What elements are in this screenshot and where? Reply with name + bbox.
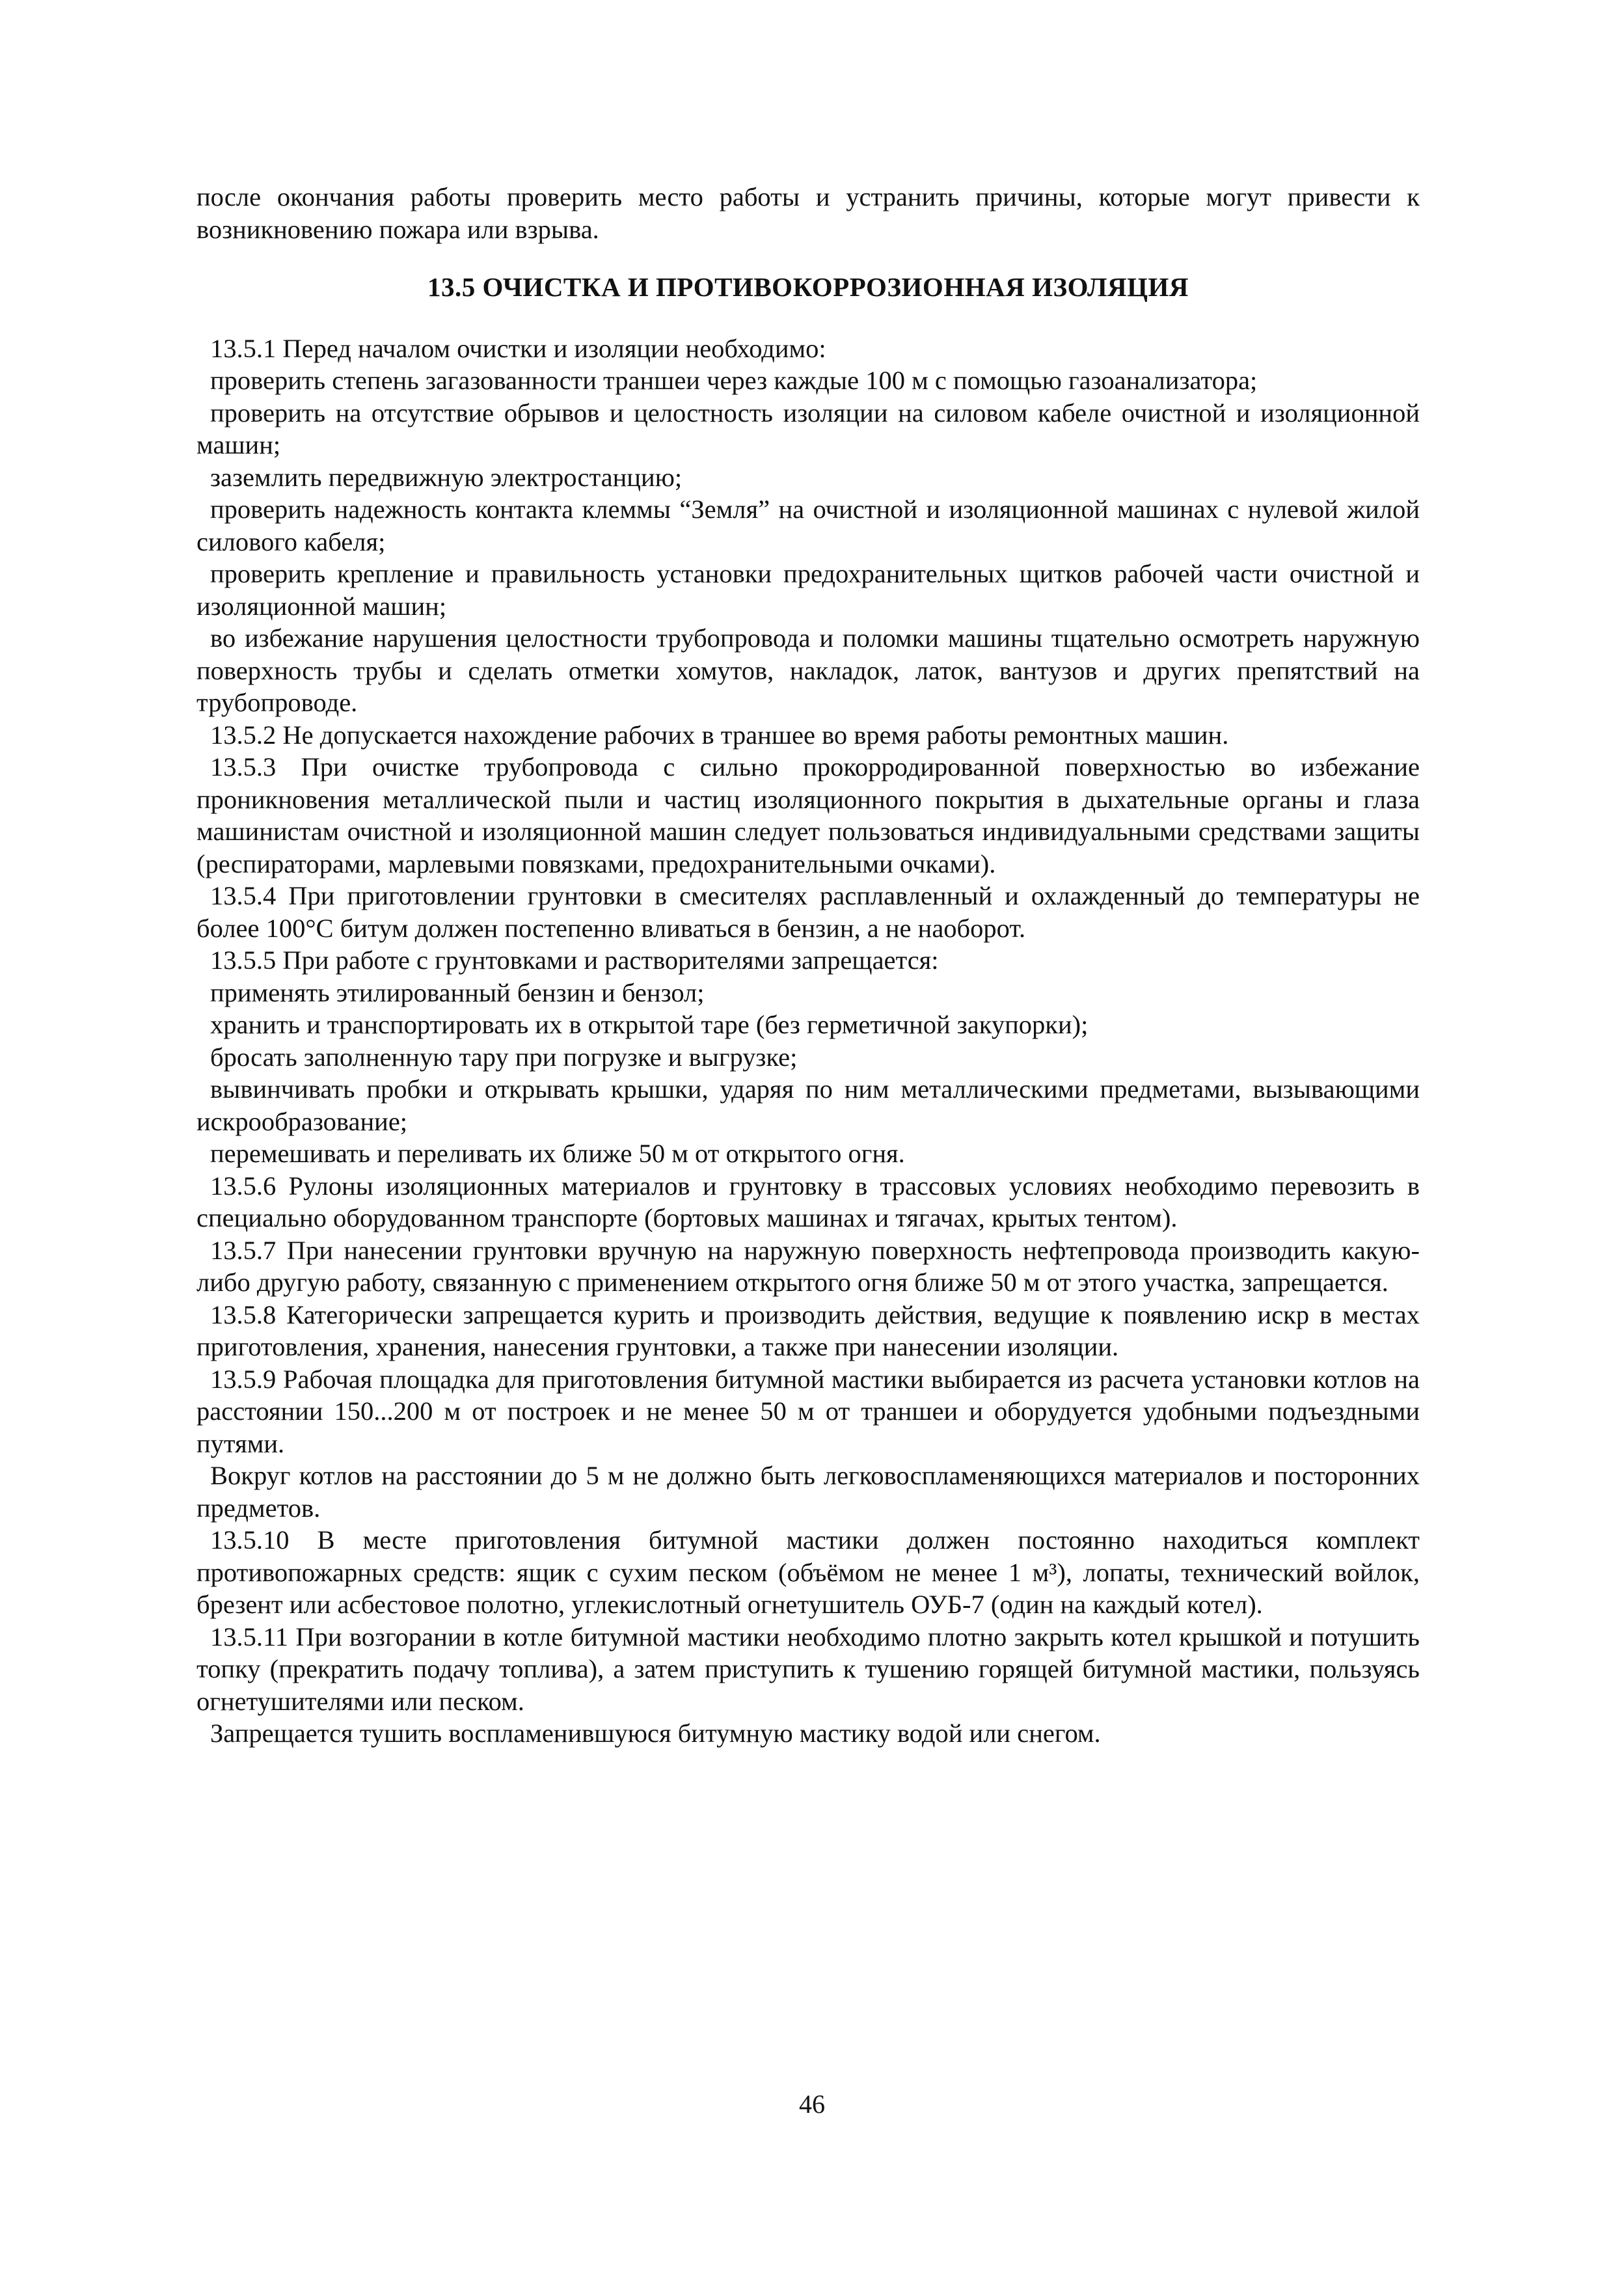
- list-item: бросать заполненную тару при погрузке и выгрузке;: [210, 1042, 798, 1072]
- paragraph-13-5-7: 13.5.7 При нанесении грунтовки вручную на наружную поверхность нефтепровода производить какую-либо другую работу, связанную с применением открытого огня ближе 50 м от этого участка, запрещается.: [196, 1235, 1420, 1297]
- list-item: проверить крепление и правильность установки предохранительных щитков рабочей части очистной и изоляционной машин;: [196, 559, 1420, 621]
- list-item: хранить и транспортировать их в открытой таре (без герметичной закупорки);: [210, 1010, 1089, 1039]
- paragraph-13-5-9: 13.5.9 Рабочая площадка для приготовления битумной мастики выбирается из расчета установки котлов на расстоянии 150...200 м от построек и не менее 50 м от траншеи и оборудуется удобными подъездными путями.: [196, 1364, 1420, 1458]
- paragraph-13-5-3: 13.5.3 При очистке трубопровода с сильно прокорродированной поверхностью во избежание проникновения металлической пыли и частиц изоляционного покрытия в дыхательные органы и глаза машинистам очистной и изоляционной машин следует пользоваться индивидуальными средствами защиты (респираторами, марлевыми повязками, предохранительными очками).: [196, 752, 1420, 878]
- paragraph-13-5-11: 13.5.11 При возгорании в котле битумной мастики необходимо плотно закрыть котел крышкой и потушить топку (прекратить подачу топлива), а затем приступить к тушению горящей битумной мастики, пользуясь огнетушителями или песком.: [196, 1622, 1420, 1716]
- paragraph-13-5-4: 13.5.4 При приготовлении грунтовки в смесителях расплавленный и охлажденный до температуры не более 100°С битум должен постепенно вливаться в бензин, а не наоборот.: [196, 881, 1420, 943]
- list-item: заземлить передвижную электростанцию;: [210, 462, 683, 492]
- paragraph-13-5-8: 13.5.8 Категорически запрещается курить и производить действия, ведущие к появлению искр в местах приготовления, хранения, нанесения грунтовки, а также при нанесении изоляции.: [196, 1299, 1420, 1361]
- page-body: [196, 181, 1420, 1750]
- paragraph-13-5-5: 13.5.5 При работе с грунтовками и растворителями запрещается:: [210, 945, 939, 975]
- paragraph-13-5-2: 13.5.2 Не допускается нахождение рабочих в траншее во время работы ремонтных машин.: [210, 720, 1229, 750]
- page-number: 46: [799, 2089, 825, 2119]
- paragraph-13-5-10: 13.5.10 В месте приготовления битумной мастики должен постоянно находиться комплект противопожарных средств: ящик с сухим песком (объёмом не менее 1 м³), лопаты, технический войлок, брезент или асбестовое полотно, углекислотный огнетушитель ОУБ-7 (один на каждый котел).: [196, 1525, 1420, 1619]
- list-item: проверить надежность контакта клеммы “Земля” на очистной и изоляционной машинах с нулевой жилой силового кабеля;: [196, 495, 1420, 556]
- list-item: проверить степень загазованности траншеи через каждые 100 м с помощью газоанализатора;: [210, 366, 1258, 395]
- paragraph-13-5-9-note: Вокруг котлов на расстоянии до 5 м не должно быть легковоспламеняющихся материалов и посторонних предметов.: [196, 1461, 1420, 1523]
- paragraph-13-5-11-note: Запрещается тушить воспламенившуюся битумную мастику водой или снегом.: [210, 1719, 1101, 1748]
- paragraph-13-5-6: 13.5.6 Рулоны изоляционных материалов и грунтовку в трассовых условиях необходимо перевозить в специально оборудованном транспорте (бортовых машинах и тягачах, крытых тентом).: [196, 1171, 1420, 1232]
- section-heading: 13.5 ОЧИСТКА И ПРОТИВОКОРРОЗИОННАЯ ИЗОЛЯЦИЯ: [427, 272, 1189, 302]
- list-item: во избежание нарушения целостности трубопровода и поломки машины тщательно осмотреть наружную поверхность трубы и сделать отметки хомутов, накладок, латок, вантузов и других препятствий на трубопроводе.: [196, 623, 1420, 717]
- list-item: перемешивать и переливать их ближе 50 м от открытого огня.: [210, 1139, 905, 1168]
- list-item: проверить на отсутствие обрывов и целостность изоляции на силовом кабеле очистной и изоляционной машин;: [196, 398, 1420, 459]
- list-item: вывинчивать пробки и открывать крышки, ударяя по ним металлическими предметами, вызывающими искрообразование;: [196, 1074, 1420, 1136]
- paragraph-13-5-1: 13.5.1 Перед началом очистки и изоляции необходимо:: [210, 333, 826, 363]
- list-item: применять этилированный бензин и бензол;: [210, 977, 705, 1007]
- intro-paragraph: после окончания работы проверить место работы и устранить причины, которые могут привести к возникновению пожара или взрыва.: [196, 182, 1420, 244]
